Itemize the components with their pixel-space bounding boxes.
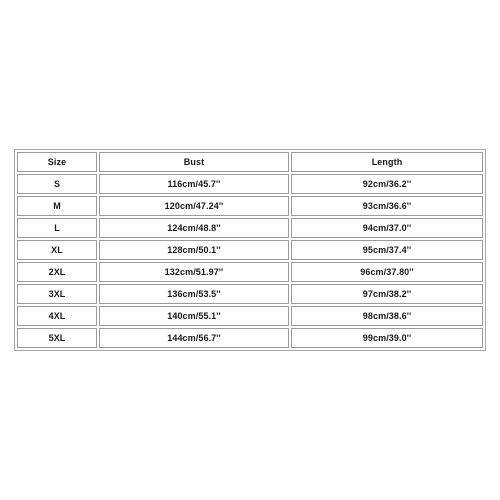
cell-size: 2XL — [17, 262, 97, 282]
header-size: Size — [17, 152, 97, 172]
table-row — [17, 306, 483, 326]
cell-bust: 128cm/50.1'' — [99, 240, 289, 260]
cell-size: 5XL — [17, 328, 97, 348]
table-row — [17, 196, 483, 216]
table-row — [17, 240, 483, 260]
header-length: Length — [291, 152, 483, 172]
cell-bust: 140cm/55.1'' — [99, 306, 289, 326]
size-chart-table — [14, 149, 486, 351]
cell-length: 93cm/36.6'' — [291, 196, 483, 216]
cell-length: 92cm/36.2'' — [291, 174, 483, 194]
cell-size: 3XL — [17, 284, 97, 304]
cell-length: 98cm/38.6'' — [291, 306, 483, 326]
table-body — [17, 174, 483, 348]
table-row — [17, 284, 483, 304]
cell-length: 95cm/37.4'' — [291, 240, 483, 260]
table-row — [17, 328, 483, 348]
table-header — [17, 152, 483, 172]
cell-size: 4XL — [17, 306, 97, 326]
cell-size: S — [17, 174, 97, 194]
cell-bust: 116cm/45.7'' — [99, 174, 289, 194]
cell-bust: 124cm/48.8'' — [99, 218, 289, 238]
cell-length: 97cm/38.2'' — [291, 284, 483, 304]
table-row — [17, 218, 483, 238]
cell-size: L — [17, 218, 97, 238]
cell-size: XL — [17, 240, 97, 260]
cell-length: 99cm/39.0'' — [291, 328, 483, 348]
cell-size: M — [17, 196, 97, 216]
cell-length: 94cm/37.0'' — [291, 218, 483, 238]
table-row — [17, 262, 483, 282]
table-row — [17, 174, 483, 194]
cell-bust: 136cm/53.5'' — [99, 284, 289, 304]
cell-bust: 144cm/56.7'' — [99, 328, 289, 348]
header-bust: Bust — [99, 152, 289, 172]
cell-length: 96cm/37.80'' — [291, 262, 483, 282]
header-row — [17, 152, 483, 172]
cell-bust: 120cm/47.24'' — [99, 196, 289, 216]
cell-bust: 132cm/51.97'' — [99, 262, 289, 282]
